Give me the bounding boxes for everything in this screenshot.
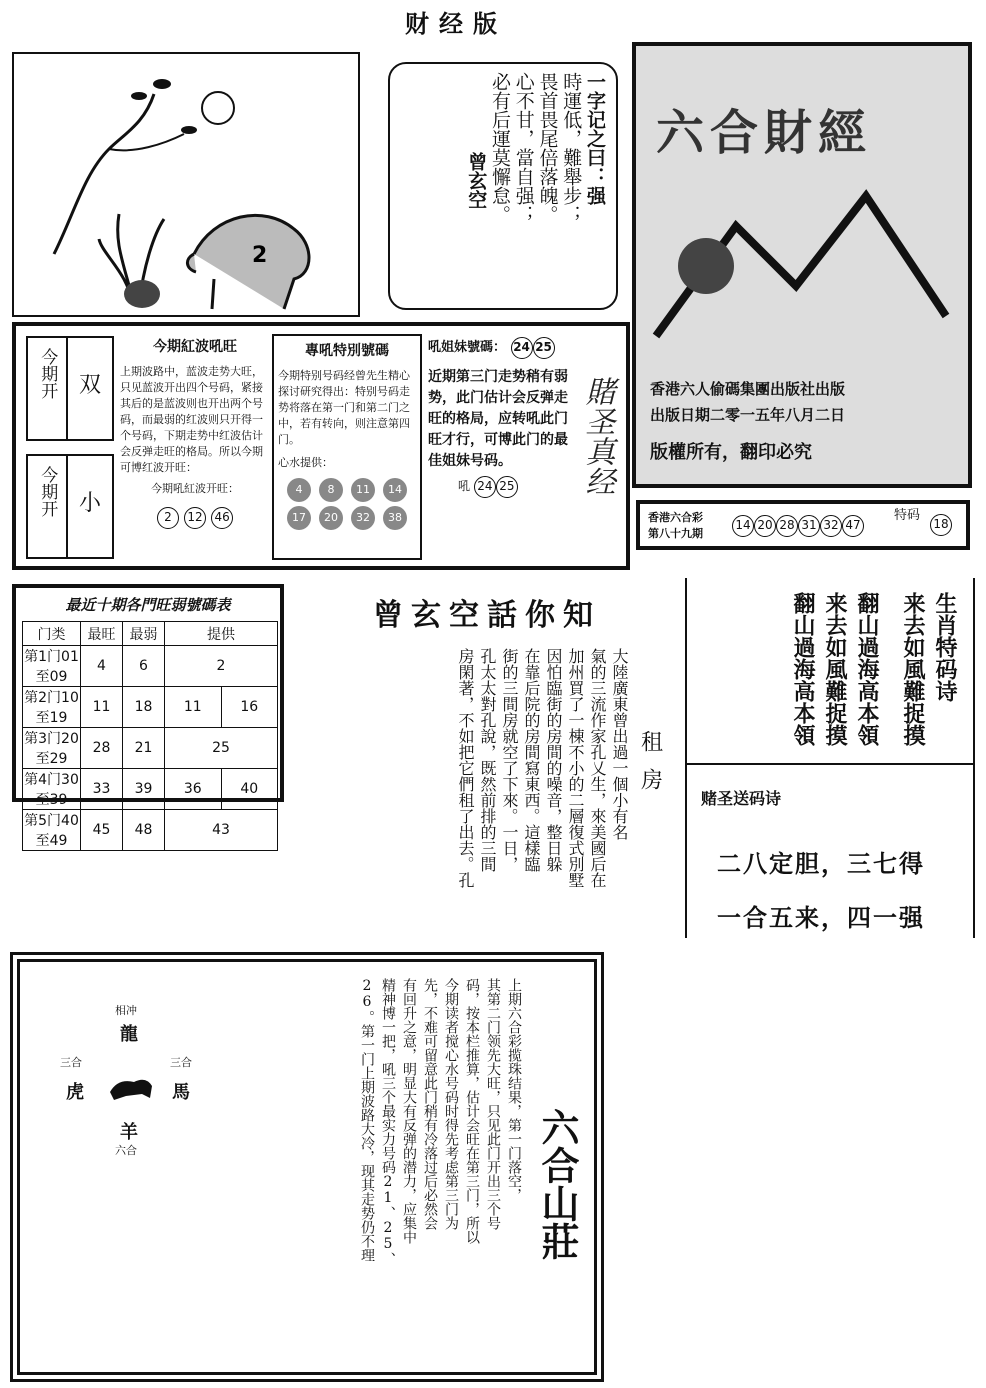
- chong-label: 相冲: [115, 1004, 137, 1017]
- water-number: 4: [287, 478, 311, 502]
- weak-cell: 48: [123, 810, 165, 851]
- sister-body: 近期第三门走势稍有弱势，此门估计会反弹走旺的格局，应转吼此门旺才行，可博此门的最佳姐妹号码。: [428, 369, 568, 469]
- special-number-title: 專吼特別號碼: [305, 343, 389, 359]
- water-number: 11: [351, 478, 375, 502]
- gate-table: [22, 621, 278, 851]
- weak-cell: 18: [123, 687, 165, 728]
- story-body: [454, 648, 630, 938]
- column-header: 最旺: [81, 622, 123, 646]
- table-row: [23, 728, 278, 769]
- provide-cell: 40: [221, 769, 278, 810]
- zodiac-panel: [685, 578, 975, 938]
- table-row: [23, 687, 278, 728]
- red-wave-title: 今期紅波吼旺: [153, 339, 237, 355]
- special-number-panel: [272, 334, 422, 560]
- table-header-row: [23, 622, 278, 646]
- svg-text:2: 2: [252, 243, 268, 268]
- gate-cell: 第4门30至39: [23, 769, 81, 810]
- water-number: 38: [383, 506, 407, 530]
- sister-title: 吼姐妹號碼：: [428, 340, 507, 355]
- winning-number: 31: [798, 515, 820, 537]
- lottery-issue: 第八十九期: [648, 527, 703, 540]
- cover-panel: [632, 42, 972, 488]
- special-number: 18: [930, 514, 952, 536]
- winning-number: 47: [842, 515, 864, 537]
- red-wave-footer: 今期吼紅波开旺：: [151, 482, 239, 495]
- provide-cell: 16: [221, 687, 278, 728]
- proverb-line: 畏首畏尾倍落魄。: [536, 72, 559, 224]
- left-label: 三合: [60, 1056, 82, 1069]
- cover-art: [636, 166, 966, 346]
- gift-title: 赌圣送码诗: [701, 789, 782, 808]
- sister-footer: 吼: [458, 479, 471, 493]
- shanzhuang-column: 有回升之意，明显大有反弹的潜力，应集中: [401, 978, 417, 1244]
- proverb-line: 心不甘，當自强；: [512, 72, 535, 224]
- shanzhuang-title: 六合山莊: [535, 1108, 579, 1260]
- gate-table-panel: [12, 584, 284, 849]
- provide-cell: 25: [165, 728, 278, 769]
- column-header: 提供: [165, 622, 278, 646]
- provide-cell: 11: [165, 687, 222, 728]
- winning-numbers: [732, 514, 864, 537]
- gift-line: 二八定胆，三七得: [717, 849, 925, 878]
- zodiac-line: 来去如風難捉摸: [822, 592, 848, 746]
- strong-cell: 28: [81, 728, 123, 769]
- sister-footer-number: 25: [496, 476, 518, 498]
- strong-cell: 11: [81, 687, 123, 728]
- illustration-panel: [12, 52, 360, 317]
- table-row: [23, 810, 278, 851]
- story-panel: [298, 590, 636, 945]
- relation-top: 龍: [120, 1024, 138, 1045]
- story-column: 街的三間房就空了下來。一日，: [500, 648, 519, 872]
- lottery-result: [636, 500, 970, 550]
- shanzhuang-column: 码，按本栏推算，估计会旺在第三门，所以: [464, 978, 480, 1244]
- opening-value: 双: [78, 373, 101, 398]
- gate-cell: 第1门01至09: [23, 646, 81, 687]
- gate-cell: 第5门40至49: [23, 810, 81, 851]
- red-wave-panel: [120, 336, 270, 560]
- provide-cell: 43: [165, 810, 278, 851]
- cover-publisher: 香港六人偷碼集團出版社出版: [650, 380, 846, 398]
- story-column: 氣的三流作家孔乂生，來美國后在: [588, 648, 607, 888]
- shanzhuang-column: 今期读者搅心水号码时得先考虑第三门为: [443, 978, 459, 1230]
- water-number: 20: [319, 506, 343, 530]
- bottom-label: 六合: [115, 1144, 137, 1157]
- water-number: 17: [287, 506, 311, 530]
- story-column: 大陸廣東曾出過一個小有名: [610, 648, 629, 840]
- winning-number: 32: [820, 515, 842, 537]
- table-row: [23, 646, 278, 687]
- cover-rights: 版權所有，翻印必究: [650, 442, 812, 463]
- zodiac-line: 翻山過海高本領: [790, 592, 816, 746]
- relation-right: 馬: [172, 1082, 190, 1103]
- sister-footer-number: 24: [474, 476, 496, 498]
- proverb-line: 時運低，難舉步；: [560, 72, 583, 224]
- story-column: 因怕臨街的房間的噪音，整日躲: [544, 648, 563, 872]
- strong-cell: 45: [81, 810, 123, 851]
- sister-number-panel: [428, 336, 624, 560]
- relation-bottom: 羊: [120, 1122, 138, 1143]
- sister-calligraphy: 賭圣真经: [579, 376, 615, 496]
- zodiac-line: 翻山過海高本領: [854, 592, 880, 746]
- story-column: 房閑著，不如把它們租了出去。孔: [456, 648, 475, 888]
- red-wave-number: 12: [184, 507, 206, 529]
- opening-item: [26, 454, 114, 559]
- opening-value: 小: [78, 491, 101, 516]
- column-header: 最弱: [123, 622, 165, 646]
- story-side-heading: 租房: [637, 730, 663, 806]
- story-column: 孔太太對孔說，既然前排的三間: [478, 648, 497, 872]
- tips-panel: [12, 322, 630, 570]
- red-wave-number: 2: [157, 507, 179, 529]
- water-numbers: [278, 476, 416, 532]
- shanzhuang-column: 先，不难可留意此门稍有冷落过后必然会: [422, 978, 438, 1230]
- water-number: 32: [351, 506, 375, 530]
- cover-banner: 六合財經: [656, 105, 873, 161]
- page-header: 财经版: [405, 9, 507, 38]
- opening-label: 今期开: [37, 348, 58, 399]
- lottery-name: 香港六合彩: [648, 511, 703, 524]
- right-label: 三合: [170, 1056, 192, 1069]
- opening-box: [26, 336, 114, 560]
- table-row: [23, 769, 278, 810]
- zodiac-title: 生肖特码诗: [932, 592, 958, 702]
- sister-number: 25: [533, 337, 555, 359]
- cover-date: 出版日期二零一五年八月二日: [650, 406, 846, 424]
- shanzhuang-column: 26。第一门上期波路大冷，现其走势仍不理: [359, 978, 375, 1262]
- water-number: 8: [319, 478, 343, 502]
- tree-sun-animals-illustration: [14, 54, 358, 315]
- opening-label: 今期开: [37, 466, 58, 517]
- weak-cell: 6: [123, 646, 165, 687]
- column-header: 门类: [23, 622, 81, 646]
- winning-number: 14: [732, 515, 754, 537]
- strong-cell: 4: [81, 646, 123, 687]
- proverb-line: 必有后運莫懈怠。: [489, 72, 511, 224]
- strong-cell: 33: [81, 769, 123, 810]
- shanzhuang-panel: [10, 952, 604, 1382]
- relation-chart: [60, 1002, 200, 1172]
- story-title: 曾玄空話你知: [373, 598, 601, 633]
- shanzhuang-column: 上期六合彩揽珠结果，第一门落空，: [506, 978, 522, 1202]
- special-label: 特码: [894, 508, 921, 523]
- story-column: 加州買了一棟不小的二層復式別墅: [566, 648, 585, 888]
- relation-left: 虎: [66, 1082, 84, 1103]
- opening-item: [26, 336, 114, 441]
- weak-cell: 21: [123, 728, 165, 769]
- winning-number: 20: [754, 515, 776, 537]
- winning-number: 28: [776, 515, 798, 537]
- zodiac-line: 来去如風難捉摸: [900, 592, 926, 746]
- provide-cell: 2: [165, 646, 278, 687]
- proverb-heading: 一字记之曰：强: [584, 72, 606, 205]
- proverb-signature: 曾玄空: [465, 152, 488, 209]
- red-wave-number: 46: [211, 507, 233, 529]
- story-column: 在靠后院的房間寫東西。這樣臨: [522, 648, 541, 872]
- shanzhuang-body: [356, 978, 524, 1368]
- gate-cell: 第3门20至29: [23, 728, 81, 769]
- red-wave-body: 上期波路中，蓝波走势大旺，只见蓝波开出四个号码，紧接其后的是蓝波则也开出两个号码，而最弱的红波则只开得一个号码，下期走势中红波估计会反弹走旺的格局。所以今期可博红波开旺：: [120, 365, 263, 474]
- weak-cell: 39: [123, 769, 165, 810]
- special-number-body: 今期特别号码经曾先生精心探讨研究得出：特别号码走势将落在第一门和第二门之中，若有转向，则注意第四门。: [278, 369, 410, 446]
- sister-number: 24: [511, 337, 533, 359]
- gate-table-title: 最近十期各門旺弱號碼表: [65, 596, 231, 614]
- water-number: 14: [383, 478, 407, 502]
- shanzhuang-column: 其第二门领先大旺，只见此门开出三个号: [485, 978, 501, 1230]
- tiger-icon: [106, 1072, 156, 1102]
- gate-cell: 第2门10至19: [23, 687, 81, 728]
- gift-line: 一合五来，四一强: [717, 903, 925, 932]
- provide-cell: 36: [165, 769, 222, 810]
- shanzhuang-column: 精神博一把，吼三个最实力号码21、25、: [380, 978, 396, 1266]
- proverb-scroll: [388, 62, 618, 310]
- water-label: 心水提供：: [278, 456, 333, 469]
